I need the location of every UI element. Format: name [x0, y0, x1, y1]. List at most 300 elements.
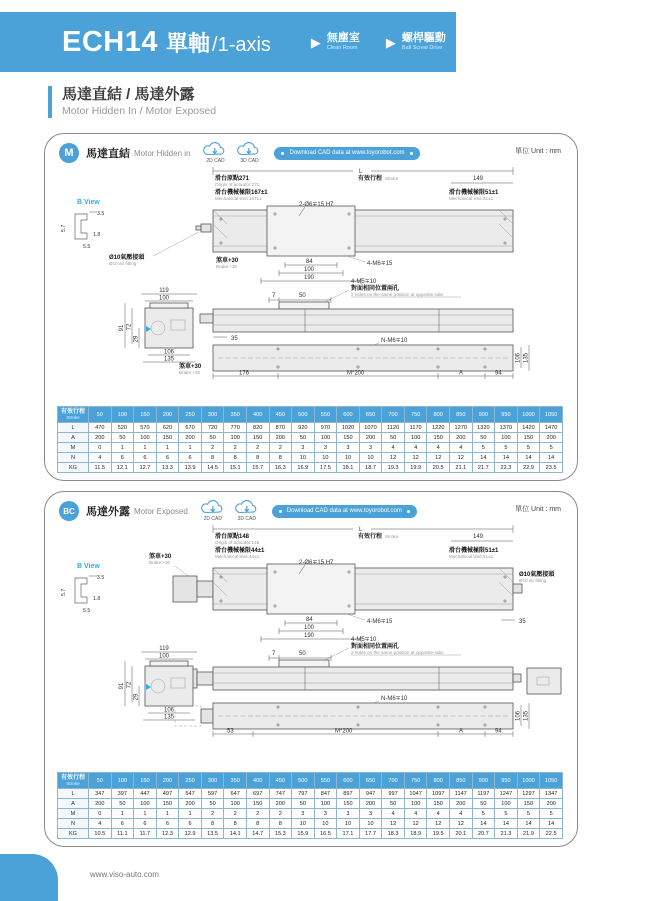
dim-35: 35 [519, 619, 526, 625]
stroke-col-header: 500 [292, 407, 315, 423]
table-cell: 820 [246, 423, 269, 433]
table-cell: 12.1 [111, 463, 134, 473]
arrow-icon: ▶ [310, 34, 321, 50]
table-cell: 200 [269, 799, 292, 809]
table-cell: 397 [111, 789, 134, 799]
row-label: L [58, 423, 89, 433]
table-cell: 8 [201, 453, 224, 463]
cloud-download-icon [200, 500, 226, 515]
table-cell: 14 [517, 453, 540, 463]
table-cell: 12.9 [179, 829, 202, 839]
table-cell: 100 [224, 433, 247, 443]
stroke-col-header: 550 [314, 773, 337, 789]
table-cell: 10 [359, 453, 382, 463]
table-cell: 16.3 [269, 463, 292, 473]
table-cell: 1197 [472, 789, 495, 799]
table-cell: 150 [427, 433, 450, 443]
table-cell: 1297 [517, 789, 540, 799]
table-row [58, 443, 563, 453]
dim-50: 50 [299, 293, 306, 299]
table-cell: 6 [156, 453, 179, 463]
mech-limit-right-cjk: 滑台機械極限51±1 [449, 190, 499, 196]
bview-dim: 5.5 [83, 244, 91, 250]
brake-label-cjk: 煞車+30 [216, 258, 239, 264]
stroke-label-en: Stroke [385, 534, 399, 539]
endview-dim-91: 91 [119, 324, 125, 332]
air-fitting-label-cjk: Ø10氣壓接頭 [519, 572, 555, 578]
feature-clean-room [311, 32, 360, 52]
b-view-label: B View [77, 563, 100, 570]
table-cell: 1 [156, 809, 179, 819]
table-cell: 870 [269, 423, 292, 433]
stroke-col-header: 650 [359, 407, 382, 423]
table-cell: 1020 [337, 423, 360, 433]
model-name: ECH14 [62, 25, 158, 58]
table-cell: 8 [246, 819, 269, 829]
cad-2d-download[interactable] [202, 142, 228, 164]
air-fitting-label-en: Ø10 air fitting [109, 261, 137, 266]
table-cell: 200 [89, 799, 112, 809]
stroke-col-header: 1050 [540, 407, 563, 423]
table-cell: 1 [111, 443, 134, 453]
table-cell: 10 [337, 819, 360, 829]
stroke-col-header: 900 [472, 773, 495, 789]
table-cell: 547 [179, 789, 202, 799]
dim-7: 7 [272, 293, 276, 299]
mech-limit-right-en: Mechanical limit:51±1 [449, 554, 494, 559]
table-cell: 18.9 [404, 829, 427, 839]
row-label: L [58, 789, 89, 799]
stroke-label-cjk: 有效行程 [358, 176, 383, 182]
table-cell: 14 [540, 819, 563, 829]
table-cell: 4 [450, 443, 473, 453]
stroke-col-header: 900 [472, 407, 495, 423]
endview-dim-119: 119 [159, 646, 169, 652]
table-cell: 997 [382, 789, 405, 799]
table-cell: 12 [382, 819, 405, 829]
table-cell: 200 [89, 433, 112, 443]
table-cell: 8 [201, 819, 224, 829]
dim-149: 149 [473, 534, 484, 540]
table-cell: 1 [134, 809, 157, 819]
table-cell: 16.5 [314, 829, 337, 839]
table-cell: 50 [201, 433, 224, 443]
table-cell: 3 [337, 809, 360, 819]
stroke-col-header: 50 [89, 773, 112, 789]
download-cad-label: Download CAD data at www.toyorobot.com [289, 150, 405, 156]
table-cell: 19.9 [404, 463, 427, 473]
row-label: N [58, 819, 89, 829]
table-cell: 14 [517, 819, 540, 829]
cloud-download-icon [234, 500, 260, 515]
stroke-col-header: 1050 [540, 773, 563, 789]
table-cell: 150 [156, 799, 179, 809]
table-cell: 897 [337, 789, 360, 799]
sideview-dim-106: 106 [515, 710, 522, 722]
table-cell: 2 [246, 443, 269, 453]
table-cell: 2 [224, 809, 247, 819]
endview-dim-91: 91 [119, 682, 125, 690]
table-cell: 150 [427, 799, 450, 809]
table-cell: 0 [89, 443, 112, 453]
panel-header [59, 500, 417, 522]
table-cell: 670 [179, 423, 202, 433]
dim-50: 50 [299, 651, 306, 657]
panel-name-en: Motor Exposed [134, 506, 188, 516]
table-cell: 6 [179, 819, 202, 829]
product-title [62, 26, 271, 59]
row-label: N [58, 453, 89, 463]
table-cell: 200 [540, 433, 563, 443]
endview-dim-100: 100 [158, 295, 170, 302]
unit-note: 單位 Unit : mm [515, 506, 561, 513]
table-cell: 1470 [540, 423, 563, 433]
table-cell: 3 [359, 443, 382, 453]
table-cell: 17.1 [337, 829, 360, 839]
table-cell: 21.9 [517, 829, 540, 839]
table-cell: 647 [224, 789, 247, 799]
table-cell: 2 [246, 809, 269, 819]
table-cell: 1147 [450, 789, 473, 799]
table-cell: 747 [269, 789, 292, 799]
table-cell: 12 [404, 453, 427, 463]
table-cell: 10 [314, 453, 337, 463]
panel-name-en: Motor Hidden in [134, 148, 191, 158]
table-cell: 23.5 [540, 463, 563, 473]
table-cell: 6 [111, 819, 134, 829]
table-cell: 3 [314, 443, 337, 453]
footer-website: www.viso-auto.com [90, 870, 159, 879]
cad-3d-download[interactable] [234, 500, 260, 522]
table-cell: 18.1 [337, 463, 360, 473]
table-row [58, 819, 563, 829]
cad-3d-label: 3D CAD [240, 158, 259, 164]
endview-dim-119: 119 [159, 288, 169, 294]
table-cell: 13.3 [156, 463, 179, 473]
endview-dim-135: 135 [163, 356, 175, 363]
bview-dim: 5.5 [83, 608, 91, 614]
mech-limit-left-cjk: 滑台機械極限167±1 [215, 190, 268, 196]
table-cell: 570 [134, 423, 157, 433]
dim-84: 84 [306, 259, 313, 265]
stroke-col-header: 600 [337, 407, 360, 423]
stroke-col-header: 200 [156, 773, 179, 789]
panel-badge: M [59, 143, 79, 163]
table-cell: 22.5 [540, 829, 563, 839]
table-cell: 6 [156, 819, 179, 829]
table-cell: 1247 [495, 789, 518, 799]
section-title [48, 86, 216, 118]
table-cell: 4 [89, 819, 112, 829]
table-cell: 697 [246, 789, 269, 799]
table-cell: 200 [540, 799, 563, 809]
table-cell: 2 [269, 809, 292, 819]
stroke-col-header: 150 [134, 773, 157, 789]
bottom-dim-m200: M*200 [335, 728, 353, 735]
table-cell: 1347 [540, 789, 563, 799]
table-cell: 15.1 [224, 463, 247, 473]
m6-callout: 4-M6∓15 [367, 619, 393, 625]
table-row [58, 809, 563, 819]
table-cell: 100 [314, 799, 337, 809]
table-cell: 13.9 [179, 463, 202, 473]
sideview-dim-135: 135 [523, 710, 530, 722]
mech-limit-left-en: Mechanical limit:44±1 [215, 554, 260, 559]
brake2-label-en: Brake:+30 [179, 370, 201, 375]
table-cell: 597 [201, 789, 224, 799]
feature-ball-screw [386, 32, 446, 52]
table-cell: 4 [382, 443, 405, 453]
stroke-col-header: 400 [246, 773, 269, 789]
nm6-callout: N-M6∓10 [381, 696, 408, 702]
stroke-col-header: 550 [314, 407, 337, 423]
axis-type-en: /1-axis [212, 33, 271, 56]
table-cell: 4 [404, 443, 427, 453]
table-cell: 100 [314, 433, 337, 443]
table-cell: 17.5 [314, 463, 337, 473]
table-cell: 2 [224, 443, 247, 453]
table-cell: 13.5 [201, 829, 224, 839]
stroke-col-header: 50 [89, 407, 112, 423]
row-label: KG [58, 829, 89, 839]
table-cell: 14 [540, 453, 563, 463]
stroke-col-header: 700 [382, 773, 405, 789]
table-cell: 18.3 [382, 829, 405, 839]
table-cell: 50 [201, 799, 224, 809]
table-cell: 200 [269, 433, 292, 443]
row-label: A [58, 433, 89, 443]
feature-label-cjk: 無塵室 [326, 32, 360, 45]
brake-label-en: Brake:+30 [216, 264, 238, 269]
table-cell: 6 [134, 819, 157, 829]
table-cell: 1370 [495, 423, 518, 433]
table-cell: 12 [450, 819, 473, 829]
table-cell: 17.7 [359, 829, 382, 839]
table-cell: 5 [517, 443, 540, 453]
table-cell: 5 [517, 809, 540, 819]
bview-dim: 3.5 [97, 211, 105, 217]
stroke-label-en: Stroke [385, 176, 399, 181]
dim-100: 100 [304, 267, 315, 273]
dim-7: 7 [272, 651, 276, 657]
table-cell: 847 [314, 789, 337, 799]
table-cell: 19.3 [382, 463, 405, 473]
table-cell: 2 [269, 443, 292, 453]
table-cell: 470 [89, 423, 112, 433]
mech-limit-left-cjk: 滑台機械極限44±1 [215, 548, 265, 554]
table-cell: 10 [337, 453, 360, 463]
stroke-col-header: 800 [427, 773, 450, 789]
panel-motor-hidden-in [44, 133, 578, 481]
table-cell: 5 [472, 443, 495, 453]
table-cell: 10 [359, 819, 382, 829]
cad-3d-download[interactable] [236, 142, 262, 164]
table-cell: 12 [382, 453, 405, 463]
table-header-row [58, 407, 563, 423]
air-fitting-label-cjk: Ø10氣壓接頭 [109, 255, 145, 261]
stroke-col-header: 750 [404, 773, 427, 789]
bottom-dim-176: 176 [239, 370, 250, 377]
table-cell: 20.1 [450, 829, 473, 839]
stroke-col-header: 850 [450, 407, 473, 423]
brake2-label-cjk: 煞車+30 [179, 364, 202, 370]
table-cell: 1120 [382, 423, 405, 433]
table-cell: 1 [156, 443, 179, 453]
table-cell: 50 [292, 799, 315, 809]
table-cell: 150 [246, 433, 269, 443]
table-cell: 200 [179, 799, 202, 809]
table-cell: 21.3 [495, 829, 518, 839]
hole-callout: 2-Ø6∓15 H7 [299, 560, 334, 566]
dim-190: 190 [304, 275, 315, 281]
table-cell: 4 [427, 809, 450, 819]
m5-callout-cjk: 對面相同位置兩孔 [351, 644, 400, 650]
table-cell: 11.5 [89, 463, 112, 473]
table-cell: 150 [337, 433, 360, 443]
table-cell: 947 [359, 789, 382, 799]
table-cell: 22.9 [517, 463, 540, 473]
brake-label-en: Brake:+30 [149, 560, 171, 565]
stroke-col-header: 950 [495, 773, 518, 789]
table-cell: 12.3 [156, 829, 179, 839]
m5-callout-en: 2 holes on the same position at opposite side. [351, 650, 445, 655]
stroke-label-cjk: 有效行程 [358, 534, 383, 540]
stroke-col-header: 1000 [517, 773, 540, 789]
row-label: M [58, 809, 89, 819]
m5-callout: 4-M5∓10 [351, 279, 377, 285]
table-cell: 12 [450, 453, 473, 463]
m5-callout-en: 2 holes on the same position at opposite side. [351, 292, 445, 297]
section-title-en: Motor Hidden In / Motor Exposed [62, 104, 217, 117]
table-cell: 8 [224, 819, 247, 829]
table-cell: 797 [292, 789, 315, 799]
table-cell: 8 [246, 453, 269, 463]
table-cell: 14.7 [246, 829, 269, 839]
table-cell: 14 [495, 819, 518, 829]
download-cad-button[interactable] [274, 147, 419, 160]
bview-dim: 1.8 [93, 232, 101, 238]
stroke-col-header: 650 [359, 773, 382, 789]
table-cell: 5 [540, 443, 563, 453]
table-cell: 2 [201, 443, 224, 453]
bview-dim: 3.5 [97, 575, 105, 581]
table-cell: 3 [359, 809, 382, 819]
table-cell: 6 [179, 453, 202, 463]
panel-badge: BC [59, 501, 79, 521]
stroke-col-header: 300 [201, 773, 224, 789]
row-label: KG [58, 463, 89, 473]
table-cell: 1 [179, 443, 202, 453]
table-cell: 12 [404, 819, 427, 829]
table-cell: 3 [292, 443, 315, 453]
bottom-dim-94: 94 [495, 370, 502, 377]
origin-label-en: Origin of actuator:271 [215, 182, 260, 187]
stroke-col-header: 150 [134, 407, 157, 423]
stroke-col-header: 350 [224, 773, 247, 789]
table-cell: 14.5 [201, 463, 224, 473]
table-cell: 18.7 [359, 463, 382, 473]
table-cell: 447 [134, 789, 157, 799]
table-cell: 1 [111, 809, 134, 819]
cloud-download-icon [202, 142, 228, 157]
dim-L: L [359, 169, 363, 175]
bottom-dim-53: 53 [227, 728, 234, 735]
panel-name-cjk: 馬達外露 [86, 506, 130, 518]
table-cell: 20.5 [427, 463, 450, 473]
table-cell: 497 [156, 789, 179, 799]
table-cell: 150 [337, 799, 360, 809]
origin-label-en: Origin of actuator:148 [215, 540, 260, 545]
table-cell: 720 [201, 423, 224, 433]
stroke-col-header: 350 [224, 407, 247, 423]
table-cell: 8 [224, 453, 247, 463]
table-cell: 6 [111, 453, 134, 463]
dim-L: L [359, 527, 363, 533]
bview-dim: 1.8 [93, 596, 101, 602]
dim-100: 100 [304, 625, 315, 631]
table-cell: 150 [517, 433, 540, 443]
table-cell: 3 [292, 809, 315, 819]
table-cell: 12.7 [134, 463, 157, 473]
bottom-dim-A: A [459, 370, 464, 377]
table-cell: 15.7 [246, 463, 269, 473]
table-cell: 10 [292, 453, 315, 463]
table-row [58, 453, 563, 463]
stroke-header-cell: 有效行程 Stroke [58, 407, 89, 423]
table-cell: 14 [472, 819, 495, 829]
brake-label-cjk: 煞車+30 [149, 554, 172, 560]
unit-note: 單位 Unit : mm [515, 148, 561, 155]
stroke-col-header: 500 [292, 773, 315, 789]
endview-dim-106: 106 [163, 349, 175, 356]
download-cad-button[interactable] [272, 505, 417, 518]
technical-drawing [53, 162, 569, 385]
table-cell: 150 [246, 799, 269, 809]
stroke-col-header: 450 [269, 407, 292, 423]
table-row [58, 463, 563, 473]
axis-type-cjk: 單軸 [166, 30, 211, 56]
panel-name-cjk: 馬達直結 [86, 148, 130, 160]
table-cell: 150 [517, 799, 540, 809]
technical-drawing [53, 520, 569, 743]
dim-149: 149 [473, 176, 484, 182]
endview-dim-72: 72 [126, 323, 133, 331]
table-cell: 200 [359, 433, 382, 443]
bview-dim: 5.7 [61, 588, 67, 596]
stroke-col-header: 400 [246, 407, 269, 423]
stroke-header-cell: 有效行程 Stroke [58, 773, 89, 789]
table-cell: 50 [111, 799, 134, 809]
table-cell: 1070 [359, 423, 382, 433]
table-cell: 1047 [404, 789, 427, 799]
endview-dim-106: 106 [163, 707, 175, 714]
endview-dim-29: 29 [133, 693, 140, 701]
table-cell: 50 [472, 433, 495, 443]
table-row [58, 433, 563, 443]
cad-2d-download[interactable] [200, 500, 226, 522]
table-row [58, 789, 563, 799]
mech-limit-right-en: Mechanical limit:51±1 [449, 196, 494, 201]
bottom-dim-94: 94 [495, 728, 502, 735]
bview-dim: 5.7 [61, 224, 67, 232]
table-cell: 50 [382, 799, 405, 809]
arrow-icon: ▶ [385, 34, 396, 50]
table-cell: 200 [359, 799, 382, 809]
stroke-col-header: 950 [495, 407, 518, 423]
table-cell: 10 [292, 819, 315, 829]
mech-limit-right-cjk: 滑台機械極限51±1 [449, 548, 499, 554]
table-cell: 620 [156, 423, 179, 433]
